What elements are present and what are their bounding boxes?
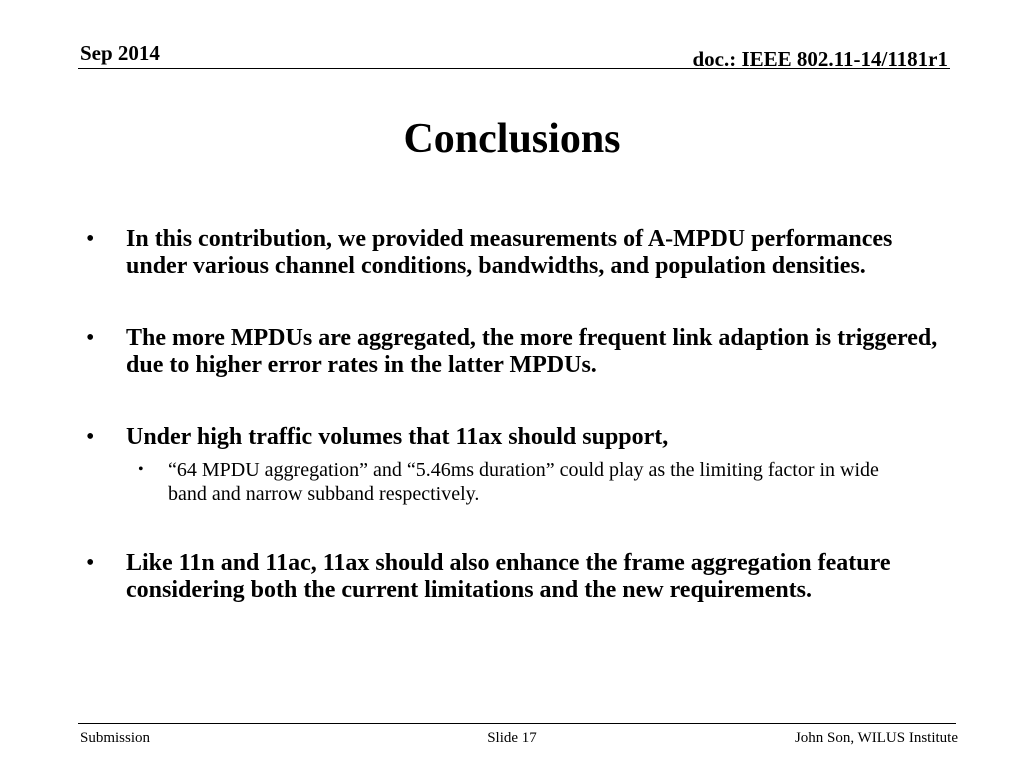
slide-number: Slide 17 xyxy=(487,730,537,746)
bullet-text: In this contribution, we provided measurements of A-MPDU performances under various channel conditions, bandwidths, and population densities. xyxy=(126,226,893,279)
sub-bullet-item xyxy=(138,458,908,506)
sub-bullet-dot-icon: • xyxy=(138,461,144,478)
footer-submission: Submission xyxy=(80,730,151,746)
header-date: Sep 2014 xyxy=(80,41,160,65)
bullet-item xyxy=(86,424,946,451)
footer-divider xyxy=(78,723,956,724)
slide-title: Conclusions xyxy=(403,116,621,162)
bullet-list xyxy=(86,226,946,604)
bullet-dot-icon: • xyxy=(86,550,95,576)
bullet-dot-icon: • xyxy=(86,325,95,351)
bullet-dot-icon: • xyxy=(86,226,95,252)
bullet-item xyxy=(86,550,946,604)
bullet-text: The more MPDUs are aggregated, the more frequent link adaption is triggered, due to higher error rates in the latter MPDUs. xyxy=(126,325,938,378)
bullet-dot-icon: • xyxy=(86,424,95,450)
bullet-text: Under high traffic volumes that 11ax should support, xyxy=(126,424,669,450)
footer-author: John Son, WILUS Institute xyxy=(794,730,958,746)
bullet-item xyxy=(86,325,946,379)
bullet-item xyxy=(86,226,946,280)
header-divider xyxy=(78,68,950,69)
document-number: doc.: IEEE 802.11-14/1181r1 xyxy=(692,47,948,71)
bullet-text: Like 11n and 11ac, 11ax should also enhance the frame aggregation feature considering both the current limitations and the new requirements. xyxy=(126,550,891,603)
sub-bullet-text: “64 MPDU aggregation” and “5.46ms duration” could play as the limiting factor in wide band and narrow subband respectively. xyxy=(168,459,879,505)
